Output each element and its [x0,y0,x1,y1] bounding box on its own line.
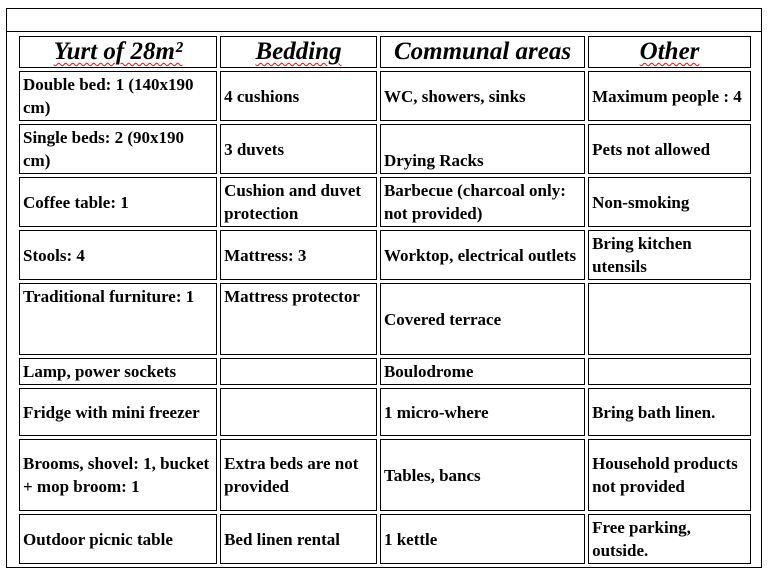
table-cell: Cushion and duvet protection [220,177,377,227]
table-cell [588,283,751,355]
table-row [19,71,751,121]
amenities-table [16,33,754,567]
table-cell [220,388,377,436]
table-cell: Barbecue (charcoal only: not provided) [380,177,585,227]
table-cell: Traditional furniture: 1 [19,283,217,355]
table-cell: Double bed: 1 (140x190 cm) [19,71,217,121]
table-cell: Lamp, power sockets [19,358,217,385]
table-cell [588,358,751,385]
table-cell: WC, showers, sinks [380,71,585,121]
table-cell: Tables, bancs [380,439,585,511]
table-row [19,388,751,436]
table-row [19,283,751,355]
header-other: Other [588,36,751,68]
table-cell: Covered terrace [380,283,585,355]
table-cell: Boulodrome [380,358,585,385]
table-cell: 1 micro-where [380,388,585,436]
table-row [19,439,751,511]
table-cell: Pets not allowed [588,124,751,174]
table-cell: Bring bath linen. [588,388,751,436]
table-cell: Worktop, electrical outlets [380,230,585,280]
table-cell: Mattress protector [220,283,377,355]
header-bedding: Bedding [220,36,377,68]
table-cell: Household products not provided [588,439,751,511]
header-rule [6,31,762,32]
table-cell: Free parking, outside. [588,514,751,564]
table-cell: 1 kettle [380,514,585,564]
header-yurt: Yurt of 28m² [19,36,217,68]
table-cell: Non-smoking [588,177,751,227]
table-cell: 3 duvets [220,124,377,174]
table-cell: Fridge with mini freezer [19,388,217,436]
table-cell: Coffee table: 1 [19,177,217,227]
table-cell: Drying Racks [380,124,585,174]
table-row [19,230,751,280]
table-row [19,514,751,564]
table-cell: Maximum people : 4 [588,71,751,121]
table-row [19,177,751,227]
header-row [19,36,751,68]
header-communal: Communal areas [380,36,585,68]
table-row [19,124,751,174]
table-cell: Brooms, shovel: 1, bucket + mop broom: 1 [19,439,217,511]
table-cell: Extra beds are not provided [220,439,377,511]
table-cell [220,358,377,385]
table-cell: Single beds: 2 (90x190 cm) [19,124,217,174]
table-cell: Outdoor picnic table [19,514,217,564]
table-cell: Mattress: 3 [220,230,377,280]
table-cell: Bring kitchen utensils [588,230,751,280]
table-cell: Stools: 4 [19,230,217,280]
table-cell: Bed linen rental [220,514,377,564]
table-row [19,358,751,385]
table-cell: 4 cushions [220,71,377,121]
